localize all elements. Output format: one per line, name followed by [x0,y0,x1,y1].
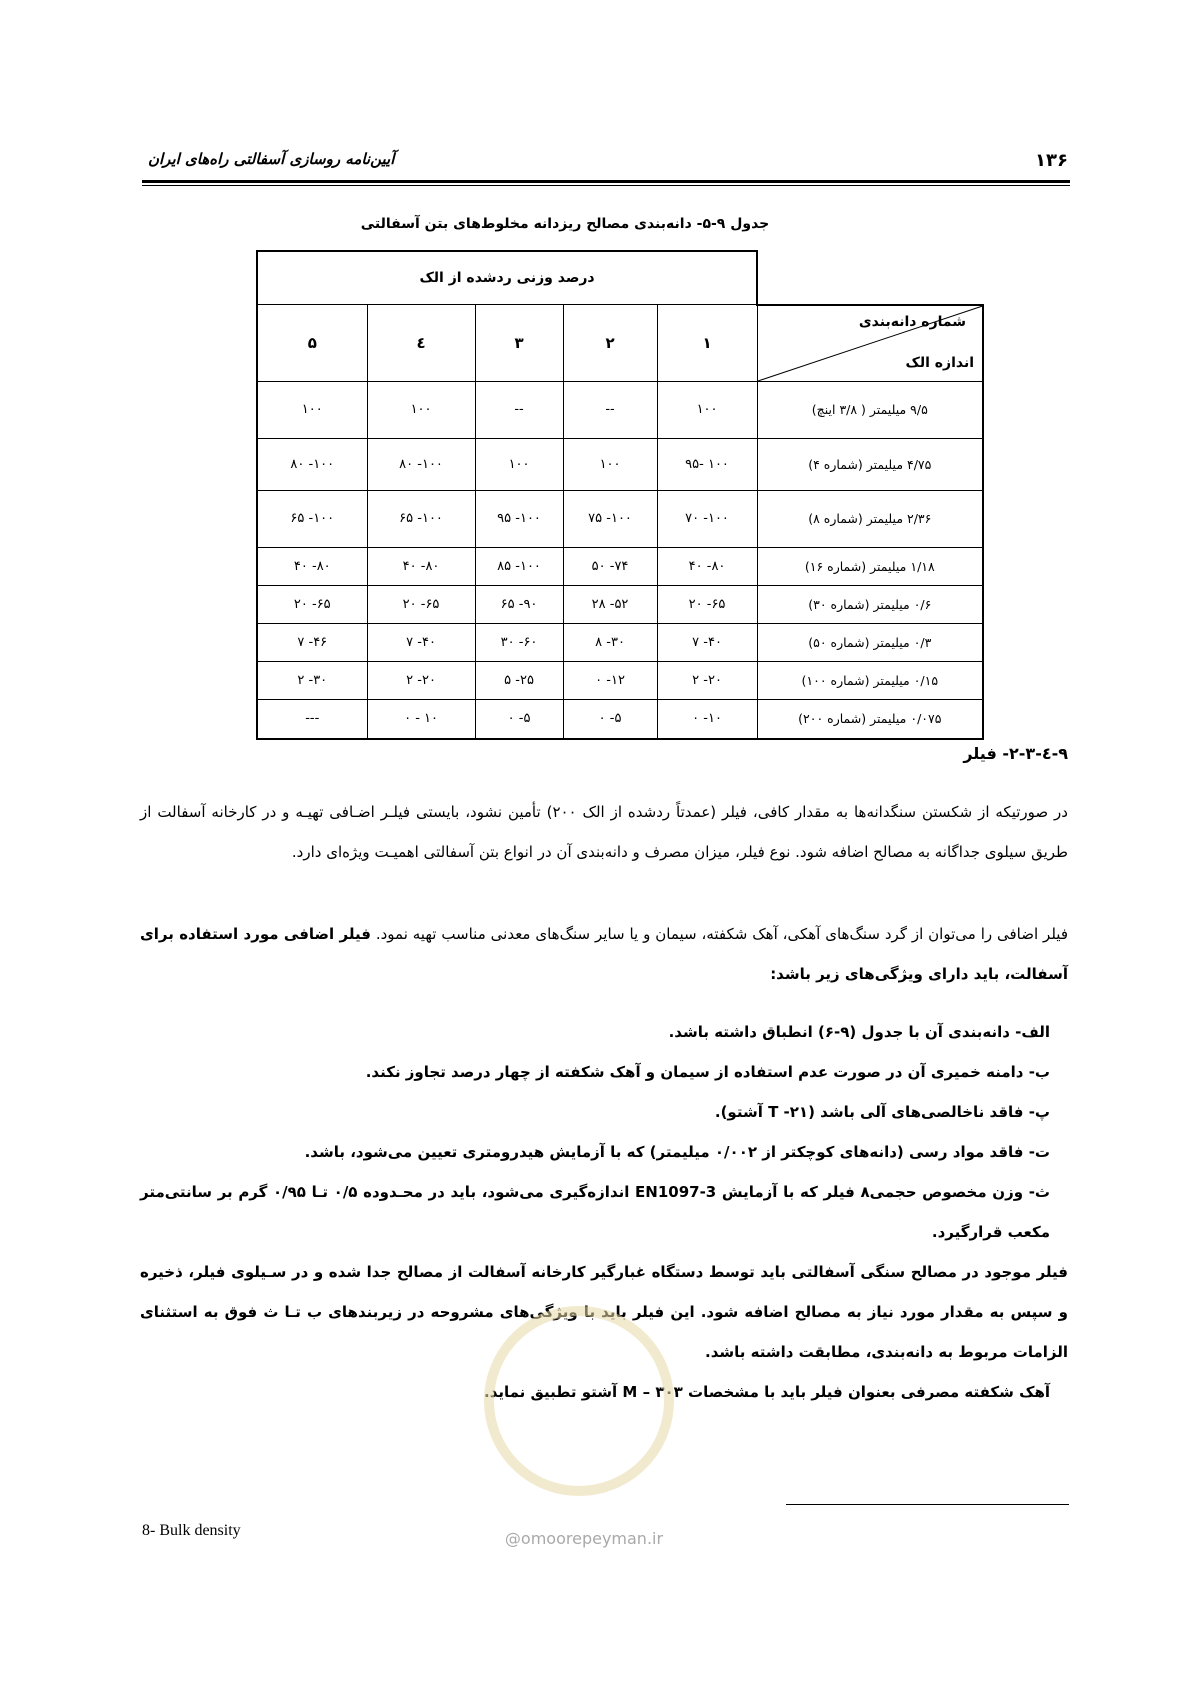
sieve-size-cell: ۹/۵ میلیمتر ( ۳/۸ اینچ) [757,381,983,438]
table-cell: ۱۰۰- ۶۵ [257,490,367,547]
header-rule-thin [142,185,1070,186]
table-cell: ۴۰- ۷ [657,623,757,661]
table-cell: ۱۰۰- ۹۵ [475,490,563,547]
gradation-table [256,250,984,740]
paragraph: در صورتیکه از شکستن سنگدانه‌ها به مقدار کافی، فیلر (عمدتاً ردشده از الک ۲۰۰) تأمین نشود، بایستی فیلـر اضـافی تهیـه و در کارخانه آسفالت از طریق سیلوی جداگانه به مصالح اضافه شود. نوع فیلر، میزان مصرف و دانه‌بندی آن در انواع بتن آسفالتی اهمیـت ویژه‌ای دارد. [140,803,1068,861]
gradation-number-label: شماره دانه‌بندی [858,313,967,330]
column-header: ۳ [475,305,563,382]
watermark-text: @omoorepeyman.ir [504,1529,664,1548]
sieve-size-cell: ۰/۶ میلیمتر (شماره ۳۰) [757,585,983,623]
percent-passing-header: درصد وزنی ردشده از الک [257,251,757,305]
table-cell: ۱۰۰ [657,381,757,438]
table-row [257,547,983,585]
table-cell: ۷۴- ۵۰ [563,547,657,585]
list-item: ب- دامنه خمیری آن در صورت عدم استفاده از سیمان و آهک شکفته از چهار درصد تجاوز نکند. [365,1063,1050,1081]
table-cell: --- [257,699,367,739]
table-cell: ۱۰۰- ۶۵ [367,490,475,547]
table-cell: ۲۰- ۲ [367,661,475,699]
list-item: ث- وزن مخصوص حجمی۸ فیلر که با آزمایش EN1097-3 اندازه‌گیری می‌شود، باید در محـدوده ۰/۵ تـا ۰/۹۵ گرم بر سانتی‌متر مکعب قرارگیرد. [140,1183,1050,1241]
column-header: ۵ [257,305,367,382]
table-cell: ۴۰- ۷ [367,623,475,661]
table-cell: ۱۰۰- ۷۵ [563,490,657,547]
table-cell: ۶۵- ۲۰ [367,585,475,623]
table-row [257,661,983,699]
table-cell: ۱۰- ۰ [657,699,757,739]
table-cell: ۶۵- ۲۰ [657,585,757,623]
sieve-size-cell: ۰/۳ میلیمتر (شماره ۵۰) [757,623,983,661]
footnote: 8- Bulk density [142,1522,241,1539]
column-header: ۲ [563,305,657,382]
table-cell: ۳۰- ۲ [257,661,367,699]
paragraph-text: فیلر اضافی را می‌توان از گرد سنگ‌های آهکی، آهک شکفته، سیمان و یا سایر سنگ‌های معدنی مناسب تهیه نمود. [370,925,1068,943]
list-item: الف- دانه‌بندی آن با جدول (۹-۶) انطباق داشته باشد. [668,1023,1050,1041]
footnote-rule [786,1504,1069,1505]
table-cell: ۸۰- ۴۰ [257,547,367,585]
table-cell: ۹۰- ۶۵ [475,585,563,623]
sieve-size-label: اندازه الک [905,354,975,371]
table-cell: ۲۰- ۲ [657,661,757,699]
table-row [257,490,983,547]
table-cell: ۸۰- ۴۰ [657,547,757,585]
table-cell: ۱۰۰ [563,438,657,490]
section-title: ۹-٤-۲-۳- فیلر [963,744,1068,763]
table-cell: ۱۰۰ [257,381,367,438]
table-cell: ۶۵- ۲۰ [257,585,367,623]
paragraph: فیلر موجود در مصالح سنگی آسفالتی باید توسط دستگاه غبارگیر کارخانه آسفالت از مصالح جدا شده و در سـیلوی فیلر، ذخیره و سپس به مقدار مورد نیاز به مصالح اضافه شود. این فیلر باید با ویژگی‌های مشروحه در زیربندهای ب تـا ث فوق به استثنای الزامات مربوط به دانه‌بندی، مطابقت داشته باشد. [140,1263,1068,1361]
table-cell: ۱۰۰- ۸۵ [475,547,563,585]
table-cell: ۱۰۰ [367,381,475,438]
table-cell: ۶۰- ۳۰ [475,623,563,661]
table-cell: ۳۰- ۸ [563,623,657,661]
sieve-header-cell [757,305,983,382]
sieve-size-cell: ۲/۳۶ میلیمتر (شماره ۸) [757,490,983,547]
running-header-title: آیین‌نامه روسازی آسفالتی راه‌های ایران [148,150,395,168]
header-rule-thick [142,180,1070,183]
table-row [257,623,983,661]
table-cell: ۱۰ - ۰ [367,699,475,739]
page-number: ۱۳۶ [1035,150,1068,171]
table-cell: ۵۲- ۲۸ [563,585,657,623]
table-cell: ۱۰۰- ۷۰ [657,490,757,547]
sieve-size-cell: ۰/۱۵ میلیمتر (شماره ۱۰۰) [757,661,983,699]
table-cell: ۵- ۰ [475,699,563,739]
table-row [257,699,983,739]
table-caption: جدول ۹-۵- دانه‌بندی مصالح ریزدانه مخلوط‌های بتن آسفالتی [360,216,770,232]
table-row [257,585,983,623]
table-cell: -- [563,381,657,438]
table-cell: ۱۲- ۰ [563,661,657,699]
table-cell: ۴۶- ۷ [257,623,367,661]
table-cell: -- [475,381,563,438]
paragraph [140,914,1068,994]
table-cell: ۵- ۰ [563,699,657,739]
list-item: ت- فاقد مواد رسی (دانه‌های کوچکتر از ۰/۰۰۲ میلیمتر) که با آزمایش هیدرومتری تعیین می‌شود، باشد. [304,1143,1050,1161]
sieve-size-cell: ۴/۷۵ میلیمتر (شماره ۴) [757,438,983,490]
table-row [257,438,983,490]
table-cell: ۱۰۰ [475,438,563,490]
column-header: ٤ [367,305,475,382]
sieve-size-cell: ۱/۱۸ میلیمتر (شماره ۱۶) [757,547,983,585]
sieve-size-cell: ۰/۰۷۵ میلیمتر (شماره ۲۰۰) [757,699,983,739]
table-cell: ۲۵- ۵ [475,661,563,699]
table-row [257,381,983,438]
table-cell: ۸۰- ۴۰ [367,547,475,585]
watermark-seal [484,1306,674,1496]
paragraph: آهک شکفته مصرفی بعنوان فیلر باید با مشخصات ۳۰۳ – M آشتو تطبیق نماید. [484,1383,1050,1401]
table-cell: ۱۰۰- ۸۰ [257,438,367,490]
table-cell: ۱۰۰- ۸۰ [367,438,475,490]
paragraph-bold-text: فیلر اضافی مورد استفاده برای آسفالت، باید دارای ویژگی‌های زیر باشد: [140,925,1068,983]
list-item: پ- فاقد ناخالصی‌های آلی باشد (۲۱- T آشتو). [714,1103,1050,1121]
table-cell: ۱۰۰ -۹۵ [657,438,757,490]
column-header: ۱ [657,305,757,382]
